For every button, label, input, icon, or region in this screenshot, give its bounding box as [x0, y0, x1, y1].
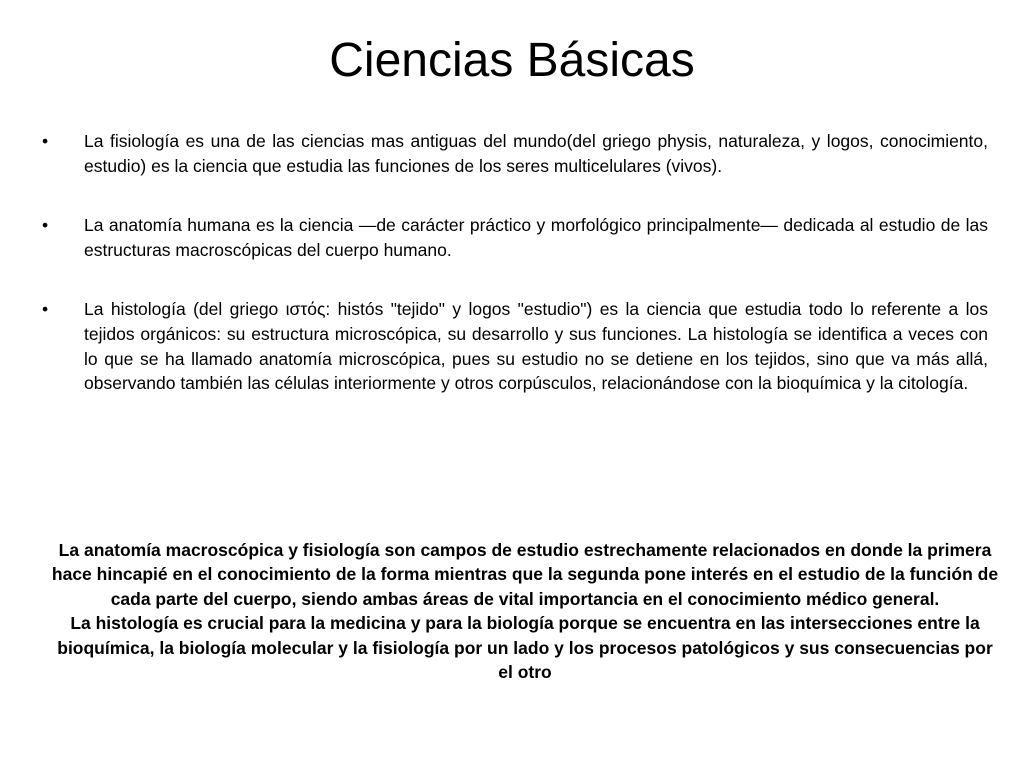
bullet-item-histologia	[42, 297, 988, 395]
summary-block	[50, 538, 1000, 684]
bullet-item-fisiologia	[42, 129, 988, 178]
bullet-text: La histología (del griego ιστός: histós "tejido" y logos "estudio") es la ciencia que estudia todo lo referente a los tejidos orgánicos: su estructura microscópica, su desarrollo y sus funciones. La histología se identifica a veces con lo que se ha llamado anatomía microscópica, pues su estudio no se detiene en los tejidos, sino que va más allá, observando también las células interiormente y otros corpúsculos, relacionándose con la bioquímica y la citología.	[84, 299, 988, 394]
bullet-text: La fisiología es una de las ciencias mas antiguas del mundo(del griego physis, naturaleza, y logos, conocimiento, estudio) es la ciencia que estudia las funciones de los seres multicelulares (vivos).	[84, 131, 988, 176]
summary-paragraph-anatomia-fisiologia: La anatomía macroscópica y fisiología son campos de estudio estrechamente relacionados en donde la primera hace hincapié en el conocimiento de la forma mientras que la segunda pone interés en el estudio de la función de cada parte del cuerpo, siendo ambas áreas de vital importancia en el conocimiento médico general.	[51, 540, 999, 609]
bullet-list	[42, 129, 988, 431]
slide-title: Ciencias Básicas	[329, 34, 695, 87]
summary-paragraph-histologia: La histología es crucial para la medicina y para la biología porque se encuentra en las intersecciones entre la bioquímica, la biología molecular y la fisiología por un lado y los procesos patológicos y sus consecuencias por el otro	[57, 613, 993, 683]
bullet-item-anatomia	[42, 213, 988, 262]
bullet-text: La anatomía humana es la ciencia —de carácter práctico y morfológico principalmente— dedicada al estudio de las estructuras macroscópicas del cuerpo humano.	[84, 215, 988, 260]
bullet-marker: •	[42, 215, 49, 236]
bullet-marker: •	[42, 299, 49, 320]
bullet-marker: •	[42, 131, 49, 151]
